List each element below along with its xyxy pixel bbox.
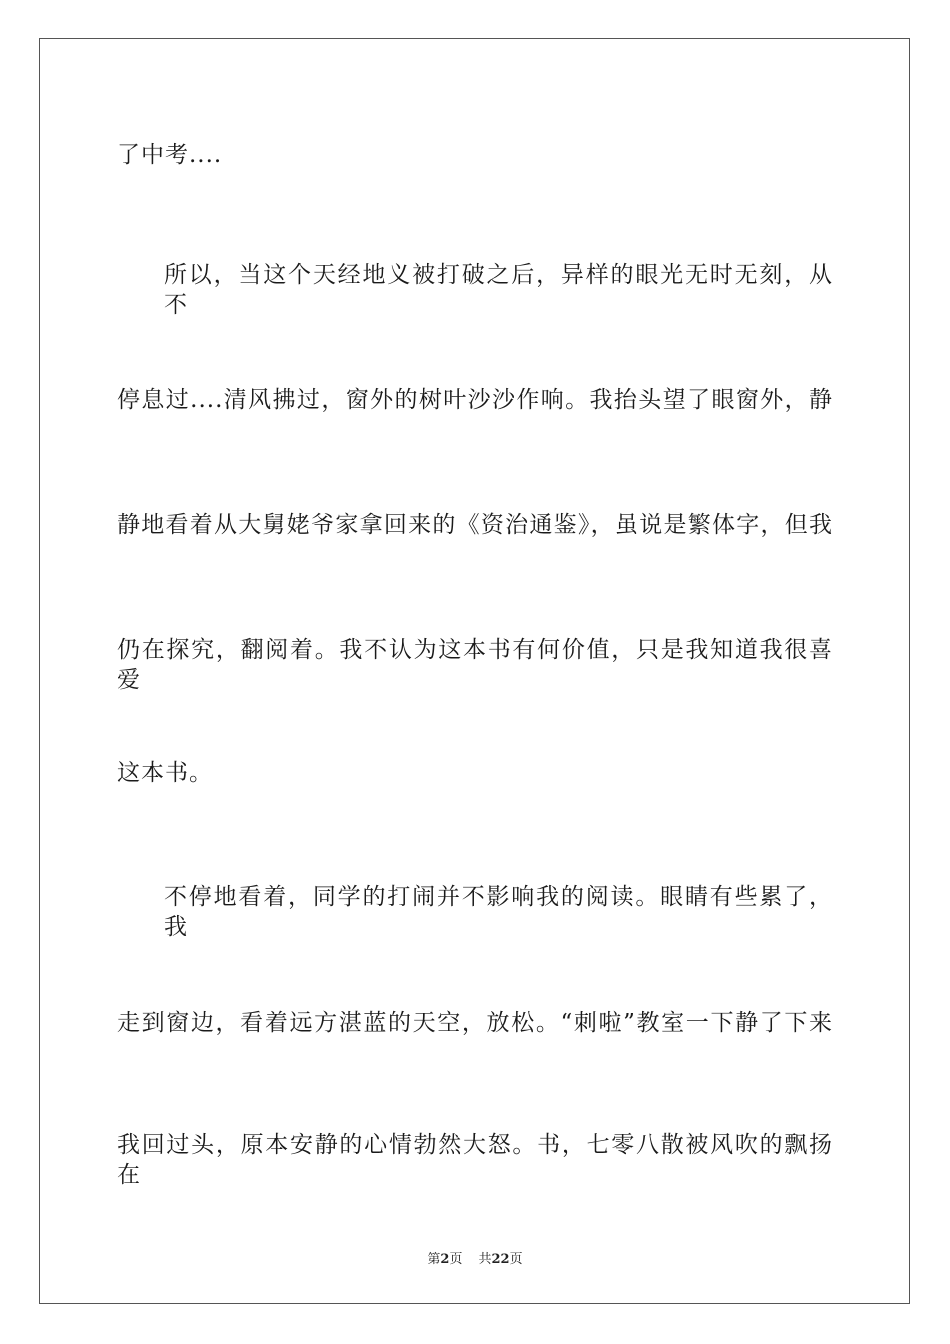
page-prefix: 第 bbox=[427, 1252, 441, 1267]
text-line-6: 这本书。 bbox=[117, 760, 213, 786]
text-line-5: 仍在探究，翻阅着。我不认为这本书有何价值，只是我知道我很喜爱 bbox=[117, 637, 833, 693]
text-line-2: 所以，当这个天经地义被打破之后，异样的眼光无时无刻，从不 bbox=[164, 262, 833, 318]
page-suffix: 页 bbox=[449, 1252, 463, 1267]
text-line-4: 静地看着从大舅姥爷家拿回来的《资治通鉴》，虽说是繁体字，但我 bbox=[117, 512, 833, 538]
text-line-9: 我回过头，原本安静的心情勃然大怒。书，七零八散被风吹的飘扬在 bbox=[117, 1132, 833, 1188]
total-suffix: 页 bbox=[509, 1252, 523, 1267]
text-line-3: 停息过....清风拂过，窗外的树叶沙沙作响。我抬头望了眼窗外，静 bbox=[117, 387, 833, 413]
text-line-1: 了中考.... bbox=[117, 142, 223, 168]
page-number: 2 bbox=[440, 1252, 450, 1267]
text-line-7: 不停地看着，同学的打闹并不影响我的阅读。眼睛有些累了，我 bbox=[164, 884, 833, 940]
page-footer bbox=[0, 1248, 950, 1267]
text-line-8: 走到窗边，看着远方湛蓝的天空，放松。“刺啦”教室一下静了下来 bbox=[117, 1010, 833, 1036]
total-pages: 22 bbox=[491, 1252, 510, 1267]
total-prefix: 共 bbox=[478, 1252, 492, 1267]
